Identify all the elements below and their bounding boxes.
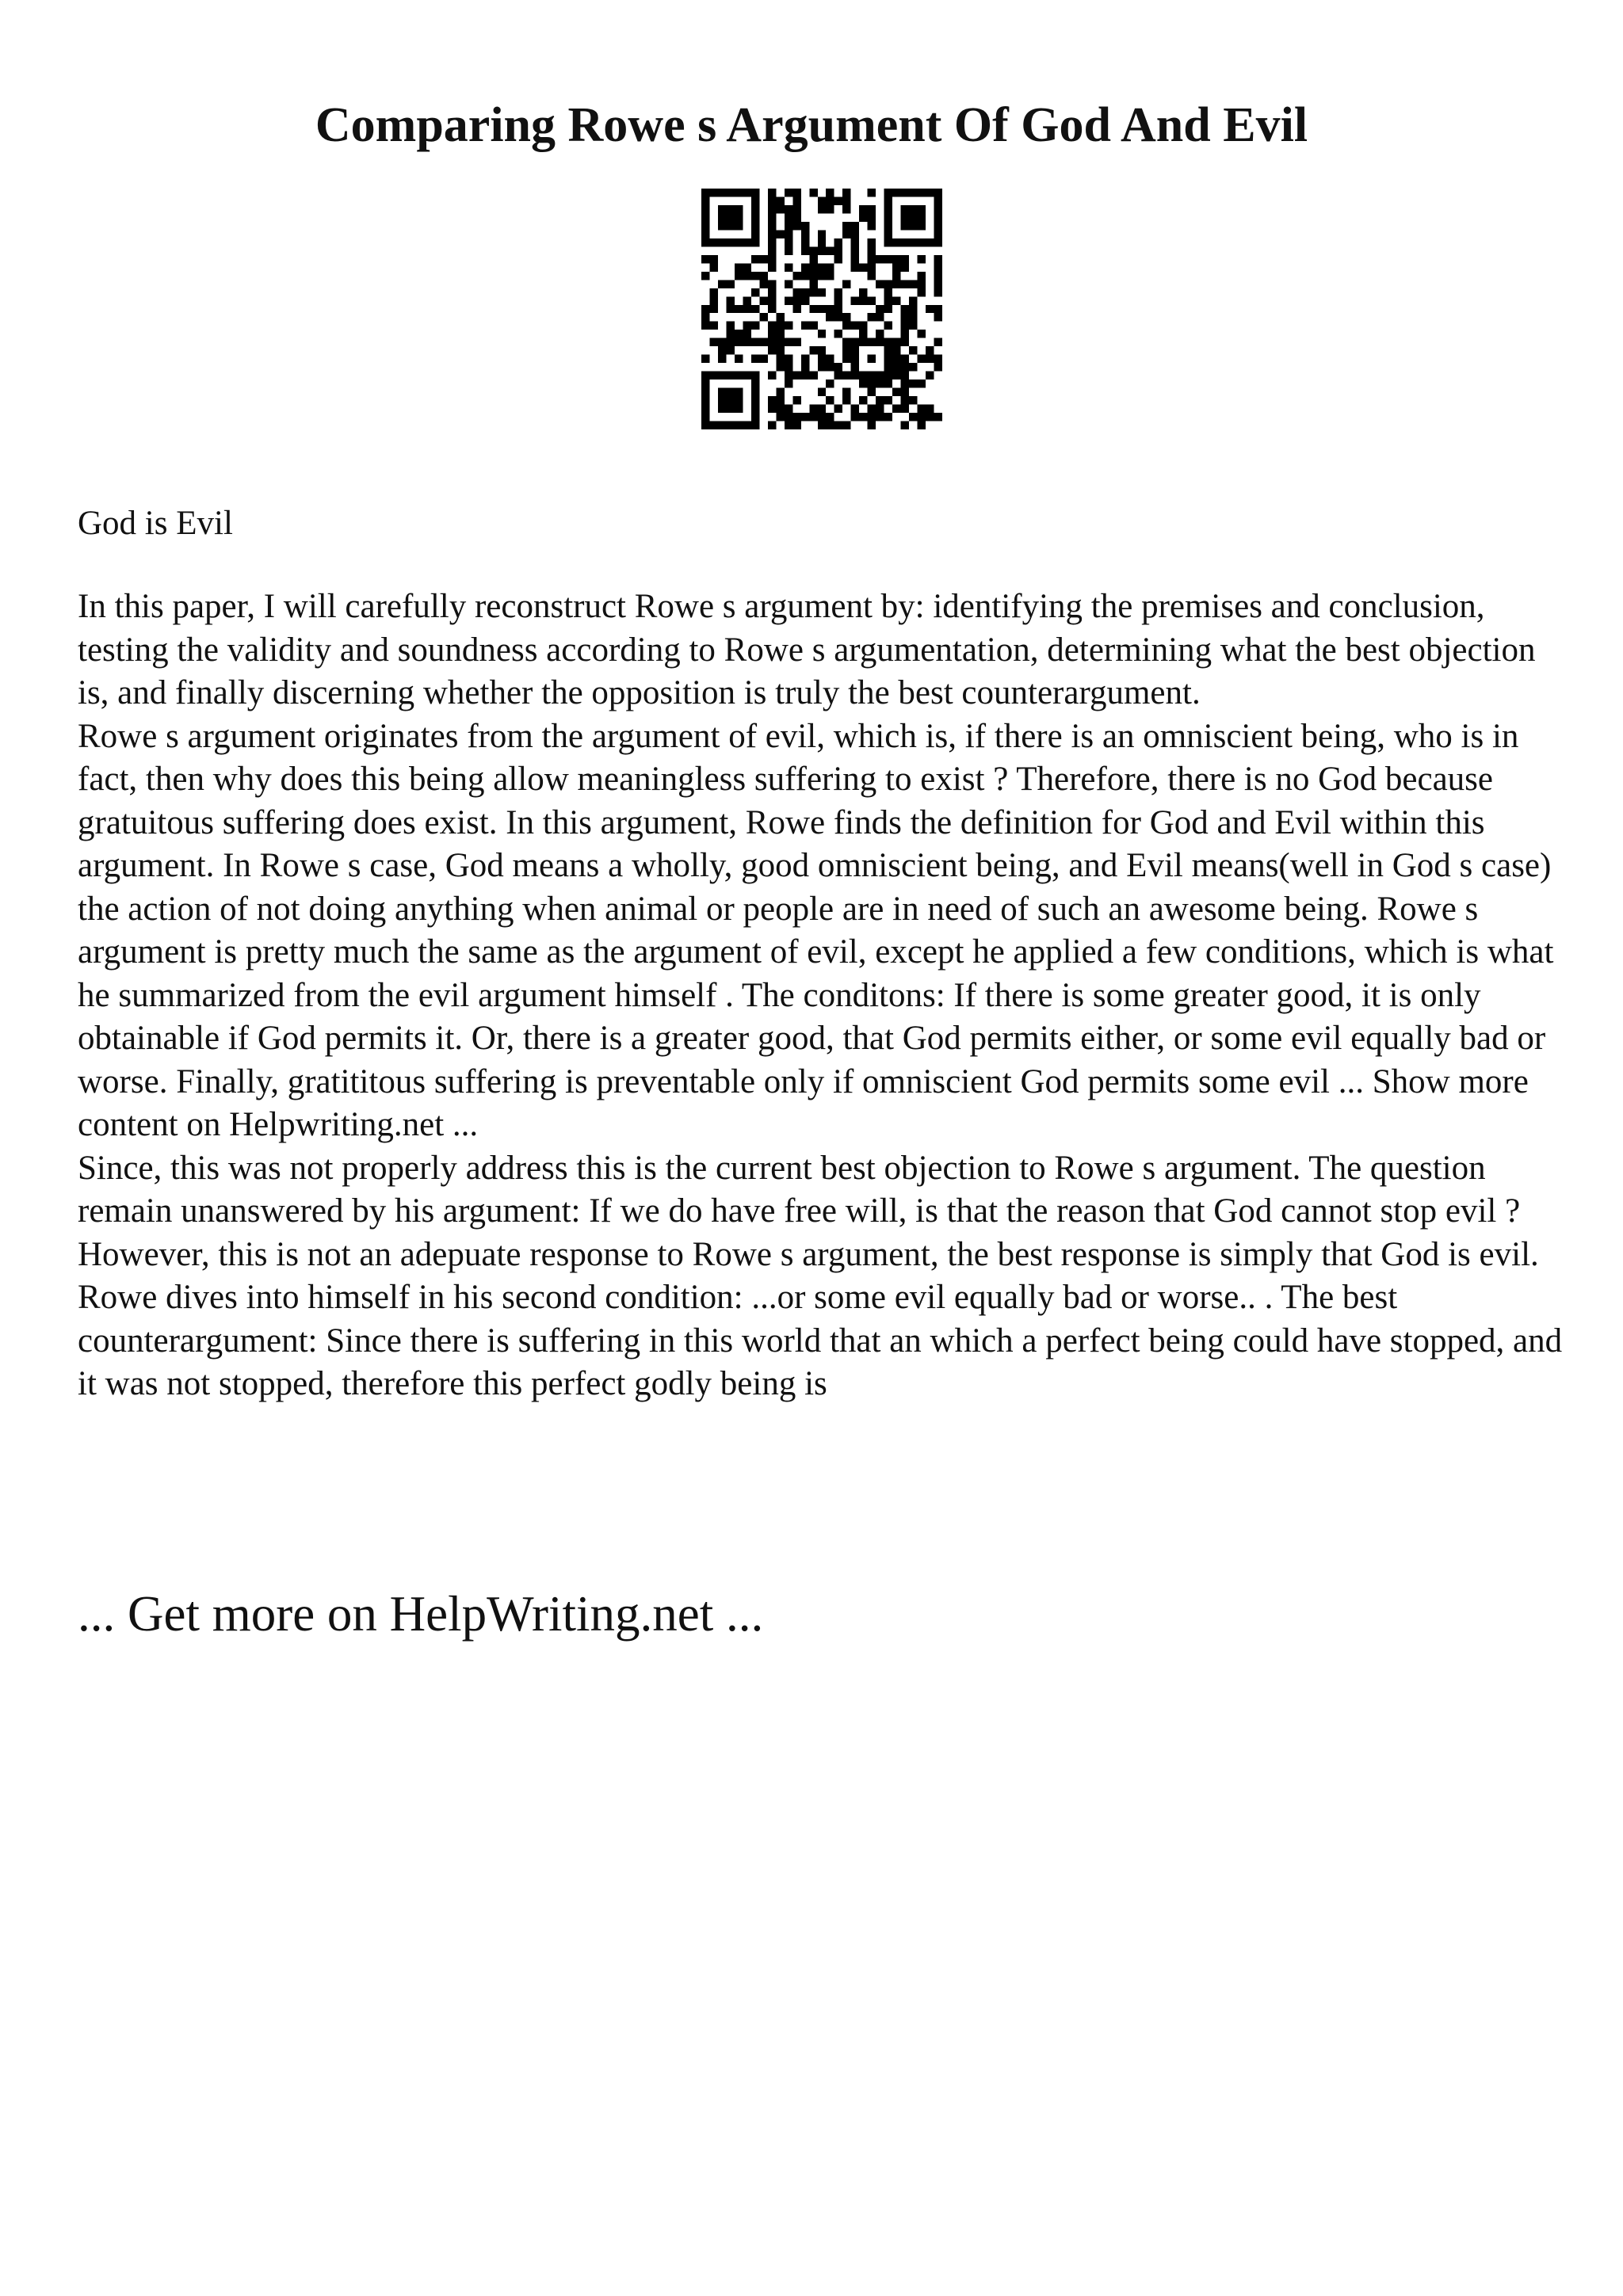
paragraph: Rowe s argument originates from the argument of evil, which is, if there is an omniscient being, who is in fact, then why does this being allow meaningless suffering to exist ? Therefore, there is no God because gratuitous suffering does exist. In this argument, Rowe finds the definition for God and Evil within this argument. In Rowe s case, God means a wholly, good omniscient being, and Evil means(well in God s case) the action of not doing anything when animal or people are in need of such an awesome being. Rowe s argument is pretty much the same as the argument of evil, except he applied a few conditions, which is what he summarized from the evil argument himself . The conditons: If there is some greater good, it is only obtainable if God permits it. Or, there is a greater good, that God permits either, or some evil equally bad or worse. Finally, gratititous suffering is preventable only if omniscient God permits some evil ... Show more content on Helpwriting.net ... [78,717,1554,1143]
paragraph: In this paper, I will carefully reconstruct Rowe s argument by: identifying the premises and conclusion, testing the validity and soundness according to Rowe s argumentation, determining what the best objection is, and finally discerning whether the opposition is truly the best counterargument. [78,588,1536,711]
document-body [78,585,1568,1406]
qr-code-icon [701,189,942,429]
paragraph: Since, this was not properly address this is the current best objection to Rowe s argument. The question remain unanswered by his argument: If we do have free will, is that the reason that God cannot stop evil ? However, this is not an adepuate response to Rowe s argument, the best response is simply that God is evil. Rowe dives into himself in his second condition: ...or some evil equally bad or worse.. . The best counterargument: Since there is suffering in this world that an which a perfect being could have stopped, and it was not stopped, therefore this perfect godly being is [78,1149,1563,1402]
document-subtitle: God is Evil [78,505,233,542]
document-title: Comparing Rowe s Argument Of God And Evil [315,98,1308,152]
helpwriting-link[interactable]: ... Get more on HelpWriting.net ... [78,1586,764,1642]
